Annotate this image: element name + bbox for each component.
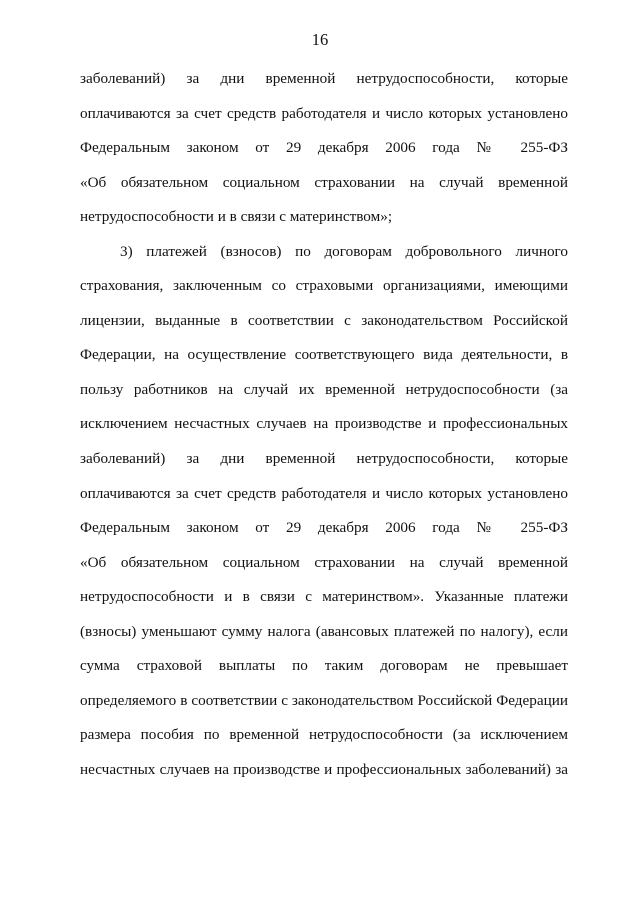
text-line-7: страхования, заключенным со страховыми организациями, имеющими	[80, 277, 568, 295]
text-line-1: заболеваний) за дни временной нетрудоспособности, которые	[80, 70, 568, 87]
text-line-8: лицензии, выданные в соответствии с законодательством Российской	[80, 311, 568, 329]
text-line-17: (взносы) уменьшают сумму налога (авансовых платежей по налогу), если	[80, 622, 568, 640]
text-line-13: оплачиваются за счет средств работодателя и число которых установлено	[80, 484, 568, 502]
text-line-9: Федерации, на осуществление соответствующего вида деятельности, в	[80, 346, 568, 364]
page-number: 16	[311, 30, 329, 49]
text-line-10: пользу работников на случай их временной нетрудоспособности (за	[80, 380, 568, 398]
text-line-11: исключением несчастных случаев на производстве и профессиональных	[80, 415, 568, 433]
text-line-15: «Об обязательном социальном страховании на случай временной	[80, 553, 568, 571]
text-line-5: нетрудоспособности и в связи с материнством»;	[80, 208, 393, 226]
text-line-12: заболеваний) за дни временной нетрудоспособности, которые	[80, 450, 568, 468]
text-line-14: Федеральным законом от 29 декабря 2006 года № 255-ФЗ	[80, 519, 568, 537]
text-line-19: определяемого в соответствии с законодательством Российской Федерации	[80, 691, 568, 709]
text-line-18: сумма страховой выплаты по таким договорам не превышает	[80, 657, 568, 675]
text-line-20: размера пособия по временной нетрудоспособности (за исключением	[80, 726, 568, 744]
text-line-16: нетрудоспособности и в связи с материнством». Указанные платежи	[80, 588, 568, 606]
document-body	[80, 62, 568, 787]
text-line-21: несчастных случаев на производстве и профессиональных заболеваний) за	[80, 760, 568, 778]
text-line-3: Федеральным законом от 29 декабря 2006 года № 255-ФЗ	[80, 139, 568, 157]
text-line-2: оплачиваются за счет средств работодателя и число которых установлено	[80, 104, 568, 122]
text-line-6: 3) платежей (взносов) по договорам добровольного личного	[120, 242, 568, 260]
text-line-4: «Об обязательном социальном страховании на случай временной	[80, 173, 568, 191]
